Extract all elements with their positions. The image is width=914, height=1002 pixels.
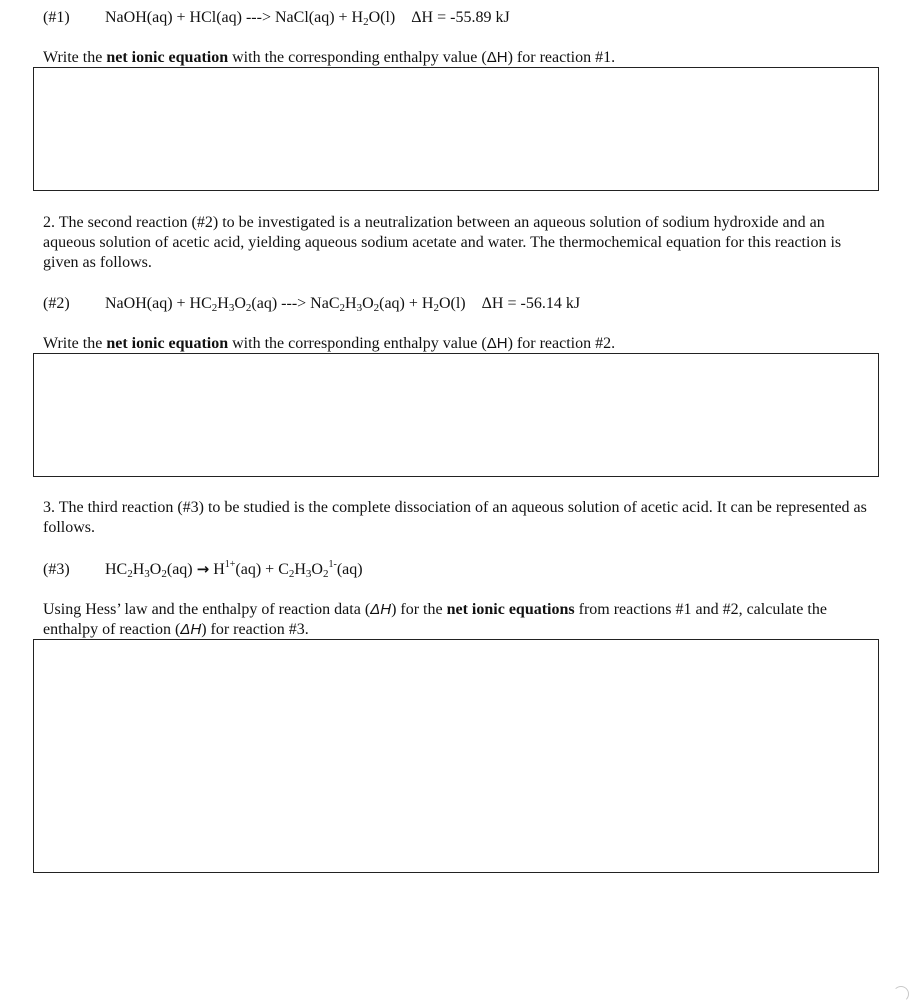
reaction-1-formula: NaOH(aq) + HCl(aq) ---> NaCl(aq) + $H_2O(l)$ — [105, 9, 396, 28]
reaction-2-enthalpy: ΔH = -56.14 kJ — [481, 295, 581, 312]
paragraph-3: 3. The third reaction (#3) to be studied is the complete dissociation of an aqueous solution of acetic acid. It can be represented as follows. — [43, 499, 867, 536]
reaction-3-equation — [43, 559, 363, 580]
reaction-arrow-icon: → — [196, 560, 210, 578]
reaction-2-equation — [43, 294, 580, 314]
answer-box-3[interactable] — [33, 639, 879, 873]
prompt-1: Write the net ionic equation with the corresponding enthalpy value (ΔH) for reaction #1. — [43, 49, 616, 66]
reaction-3-formula: $HC_2H_3O_2(aq) \to H^{1+}(aq) + C_2H_3O_2^{1-}(aq)$ — [105, 559, 363, 580]
answer-box-2[interactable] — [33, 353, 879, 477]
reaction-1-enthalpy: ΔH = -55.89 kJ — [411, 9, 510, 26]
reaction-1-equation — [43, 8, 510, 28]
prompt-3: Using Hess’ law and the enthalpy of reaction data (ΔH) for the net ionic equations from reactions #1 and #2, calculate the enthalpy of reaction (ΔH) for reaction #3. — [43, 601, 827, 638]
reaction-3-number: (#3) — [43, 561, 70, 578]
paragraph-2: 2. The second reaction (#2) to be investigated is a neutralization between an aqueous solution of sodium hydroxide and an aqueous solution of acetic acid, yielding aqueous sodium acetate and water. The thermochemical equation for this reaction is given as follows. — [43, 214, 842, 271]
reaction-1-number: (#1) — [43, 9, 70, 26]
reaction-2-formula: NaOH(aq) + $HC_2H_3O_2(aq)$ ---> $NaC_2H_3O_2(aq) + H_2O(l)$ — [105, 295, 466, 314]
prompt-2: Write the net ionic equation with the corresponding enthalpy value (ΔH) for reaction #2. — [43, 335, 616, 352]
reaction-2-number: (#2) — [43, 295, 70, 312]
page-curl-icon — [893, 986, 909, 1002]
answer-box-1[interactable] — [33, 67, 879, 191]
